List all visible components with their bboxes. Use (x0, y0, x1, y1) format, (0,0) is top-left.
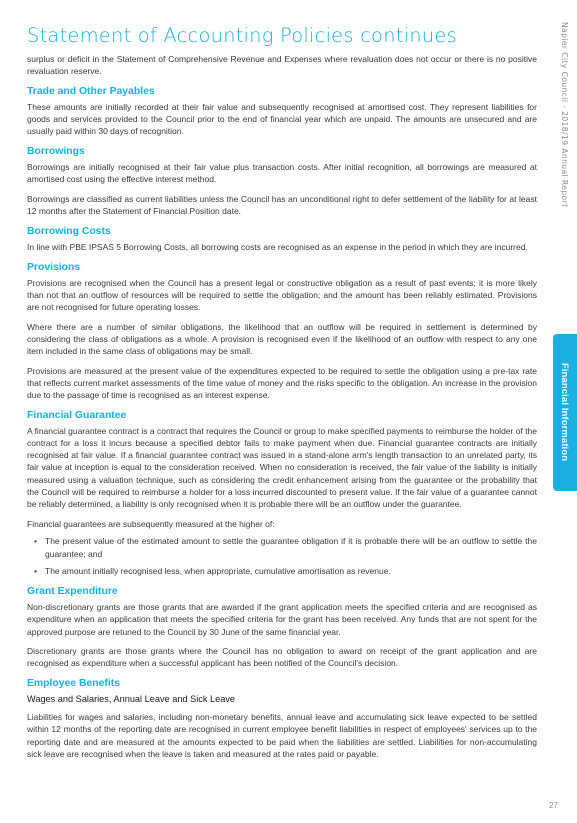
paragraph: These amounts are initially recorded at their fair value and subsequently recognised at amortised cost. They represent liabilities for goods and services provided to the Council prior to the end of financial year which are unpaid. The amounts are unsecured and are usually paid within 30 days of recognition. (27, 101, 537, 137)
page-title: Statement of Accounting Policies continues (27, 24, 457, 47)
paragraph: Provisions are recognised when the Council has a present legal or constructive obligation as a result of past events; it is more likely than not that an outflow of resources will be required to settle the obligation; and the amount has been reliably estimated. Provisions are not recognised for future operating losses. (27, 277, 537, 312)
heading-grant-expenditure: Grant Expenditure (27, 586, 118, 598)
bullet-list (27, 535, 537, 577)
intro-paragraph: surplus or deficit in the Statement of Comprehensive Revenue and Expenses where revaluation does not occur or there is no positive revaluation reserve. (27, 54, 537, 77)
paragraph: In line with PBE IPSAS 5 Borrowing Costs, all borrowing costs are recognised as an expense in the period in which they are incurred. (27, 241, 528, 252)
running-head: Napier City Council - 2018/19 Annual Report (560, 22, 569, 208)
heading-financial-guarantee: Financial Guarantee (27, 409, 127, 421)
paragraph: Borrowings are initially recognised at their fair value plus transaction costs. After initial recognition, all borrowings are measured at amortised cost using the effective interest method. (27, 162, 537, 185)
section-tab[interactable] (553, 334, 577, 491)
heading-employee-benefits: Employee Benefits (27, 678, 120, 690)
bullet-item: • The present value of the estimated amount to settle the guarantee obligation if it is probable there will be an outflow to settle the guarantee; and (27, 535, 537, 559)
paragraph: Financial guarantees are subsequently measured at the higher of: (27, 518, 275, 529)
paragraph: Borrowings are classified as current liabilities unless the Council has an unconditional right to defer settlement of the liability for at least 12 months after the Statement of Financial Position date. (27, 193, 537, 217)
heading-provisions: Provisions (27, 261, 81, 273)
heading-trade-payables: Trade and Other Payables (27, 85, 155, 97)
paragraph: Provisions are measured at the present value of the expenditures expected to be required to settle the obligation using a pre-tax rate that reflects current market assessments of the time value of money and the risks specific to the obligation. An increase in the provision due to the passage of time is recognised as an interest expense. (27, 365, 537, 401)
heading-borrowings: Borrowings (27, 146, 85, 158)
document-body (27, 53, 537, 767)
heading-borrowing-costs: Borrowing Costs (27, 225, 111, 237)
bullet-item: • The amount initially recognised less, when appropriate, cumulative amortisation as revenue. (27, 565, 537, 577)
subheading-wages: Wages and Salaries, Annual Leave and Sick Leave (27, 694, 236, 705)
section-tab-label: Financial Information (560, 363, 570, 462)
paragraph: Liabilities for wages and salaries, including non-monetary benefits, annual leave and accumulating sick leave expected to be settled within 12 months of the reporting date are recognised in current employee benefit liabilities in respect of employees' services up to the reporting date and are measured at the amounts expected to be paid when the liabilities are settled. Liabilities for non-accumulating sick leave are recognised when the leave is taken and measured at the rates paid or payable. (27, 712, 537, 759)
paragraph: Discretionary grants are those grants where the Council has no obligation to award on receipt of the grant application and are recognised as expenditure when a successful applicant has been notified of the Council's decision. (27, 646, 537, 669)
paragraph: Non-discretionary grants are those grants that are awarded if the grant application meets the specified criteria and are recognised as expenditure when an application that meets the specified criteria for the grant has been received. Any funds that are not spent for the approved purpose are retuned to the Council by 30 June of the same financial year. (27, 602, 537, 637)
paragraph: Where there are a number of similar obligations, the likelihood that an outflow will be required in settlement is determined by considering the class of obligations as a whole. A provision is recognised even if the likelihood of an outflow with respect to any one item included in the same class of obligations may be small. (27, 321, 537, 357)
paragraph: A financial guarantee contract is a contract that requires the Council or group to make specified payments to reimburse the holder of the contract for a loss it incurs because a specified debtor fails to make payment when due. Financial guarantee contracts are initially recognised at fair value. If a financial guarantee contract was issued in a stand-alone arm's length transaction to an unrelated party, its fair value at inception is equal to the consideration received. When no consideration is received, the fair value of the liability is initially measured using a valuation technique, such as considering the credit enhancement arising from the guarantee or the probability that the Council will be required to reimburse a holder for a loss incurred discounted to present value. If the fair value of a guarantee cannot be reliably determined, a liability is only recognised when it is probable there will be an outflow under the guarantee. (27, 425, 537, 510)
page-number: 27 (549, 801, 558, 810)
